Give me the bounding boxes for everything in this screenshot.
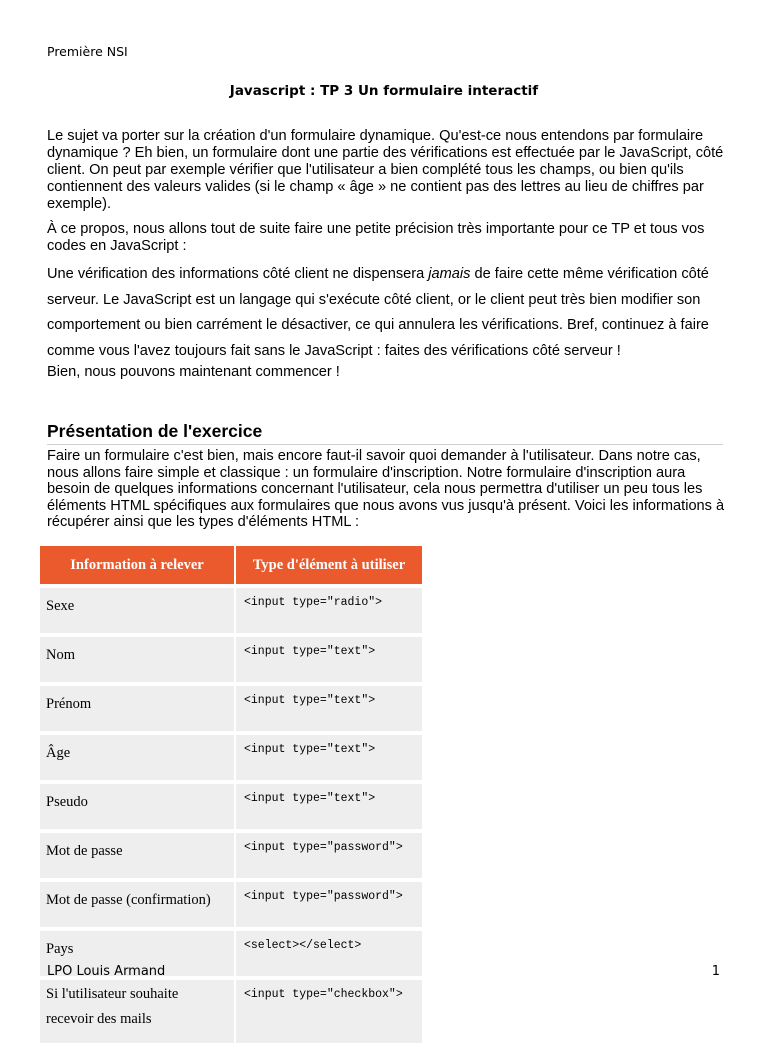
- table-cell-element: <input type="text">: [236, 735, 422, 780]
- table-cell-info: Mot de passe: [40, 833, 236, 878]
- table-row: [40, 882, 422, 927]
- table-header-row: [40, 546, 422, 584]
- table-row: [40, 980, 422, 1043]
- table-cell-info: Sexe: [40, 588, 236, 633]
- table-cell-element: <input type="password">: [236, 833, 422, 878]
- section-heading: Présentation de l'exercice: [47, 421, 723, 445]
- table-cell-element: <input type="text">: [236, 784, 422, 829]
- table-row: [40, 784, 422, 829]
- table-cell-element: <input type="radio">: [236, 588, 422, 633]
- table-cell-info: Pseudo: [40, 784, 236, 829]
- intro-paragraph-2: À ce propos, nous allons tout de suite faire une petite précision très importante pour ce TP et tous vos codes en JavaScript :: [47, 221, 705, 254]
- intro-paragraph-3-emphasis: jamais: [428, 266, 471, 282]
- intro-section: [47, 128, 725, 381]
- intro-paragraph-3: [47, 262, 725, 364]
- table-header-element: Type d'élément à utiliser: [236, 546, 422, 584]
- table-cell-element: <input type="password">: [236, 882, 422, 927]
- table-cell-element: <input type="checkbox">: [236, 980, 422, 1043]
- table-cell-info: Mot de passe (confirmation): [40, 882, 236, 927]
- table-cell-element: <select></select>: [236, 931, 422, 976]
- intro-paragraph-3-start: Une vérification des informations côté client ne dispensera: [47, 266, 429, 282]
- intro-paragraph-4: Bien, nous pouvons maintenant commencer !: [47, 364, 340, 380]
- class-label: Première NSI: [47, 44, 128, 59]
- intro-paragraph-1: Le sujet va porter sur la création d'un formulaire dynamique. Qu'est-ce nous entendons par formulaire dynamique ? Eh bien, un formulaire dont une partie des vérifications est effectuée par le JavaScript, côté client. On peut par exemple vérifier que l'utilisateur a bien complété tous les champs, ou bien qu'ils contiennent des valeurs valides (si le champ « âge » ne contient pas des lettres au lieu de chiffres par exemple).: [47, 128, 724, 212]
- table-cell-element: <input type="text">: [236, 637, 422, 682]
- table-cell-info: Pays: [40, 931, 236, 976]
- section-paragraph: Faire un formulaire c'est bien, mais encore faut-il savoir quoi demander à l'utilisateur. Dans notre cas, nous allons faire simple et classique : un formulaire d'inscription. Notre formulaire d'inscription aura besoin de quelques informations concernant l'utilisateur, cela nous permettra d'utiliser un peu tous les éléments HTML spécifiques aux formulaires que nous avons vus jusqu'à présent. Voici les informations à récupérer ainsi que les types d'éléments HTML :: [47, 448, 725, 530]
- table-cell-info: Âge: [40, 735, 236, 780]
- table-header-info: Information à relever: [40, 546, 236, 584]
- table-cell-info: Prénom: [40, 686, 236, 731]
- intro-paragraph-3-end: de faire cette même vérification côté serveur. Le JavaScript est un langage qui s'exécute côté client, or le client peut très bien modifier son comportement ou bien carrément le désactiver, ce qui annulera les vérifications. Bref, continuez à faire comme vous l'avez toujours fait sans le JavaScript : faites des vérifications côté serveur !: [47, 266, 709, 359]
- table-cell-info: Nom: [40, 637, 236, 682]
- table-row: [40, 637, 422, 682]
- table-cell-element: <input type="text">: [236, 686, 422, 731]
- table-row: [40, 833, 422, 878]
- table-row: [40, 686, 422, 731]
- table-row: [40, 735, 422, 780]
- document-title: Javascript : TP 3 Un formulaire interactif: [229, 83, 539, 99]
- footer-page-number: 1: [711, 964, 720, 979]
- table-cell-info: Si l'utilisateur souhaite recevoir des mails: [40, 980, 236, 1043]
- footer-school: LPO Louis Armand: [47, 964, 166, 979]
- table-row: [40, 588, 422, 633]
